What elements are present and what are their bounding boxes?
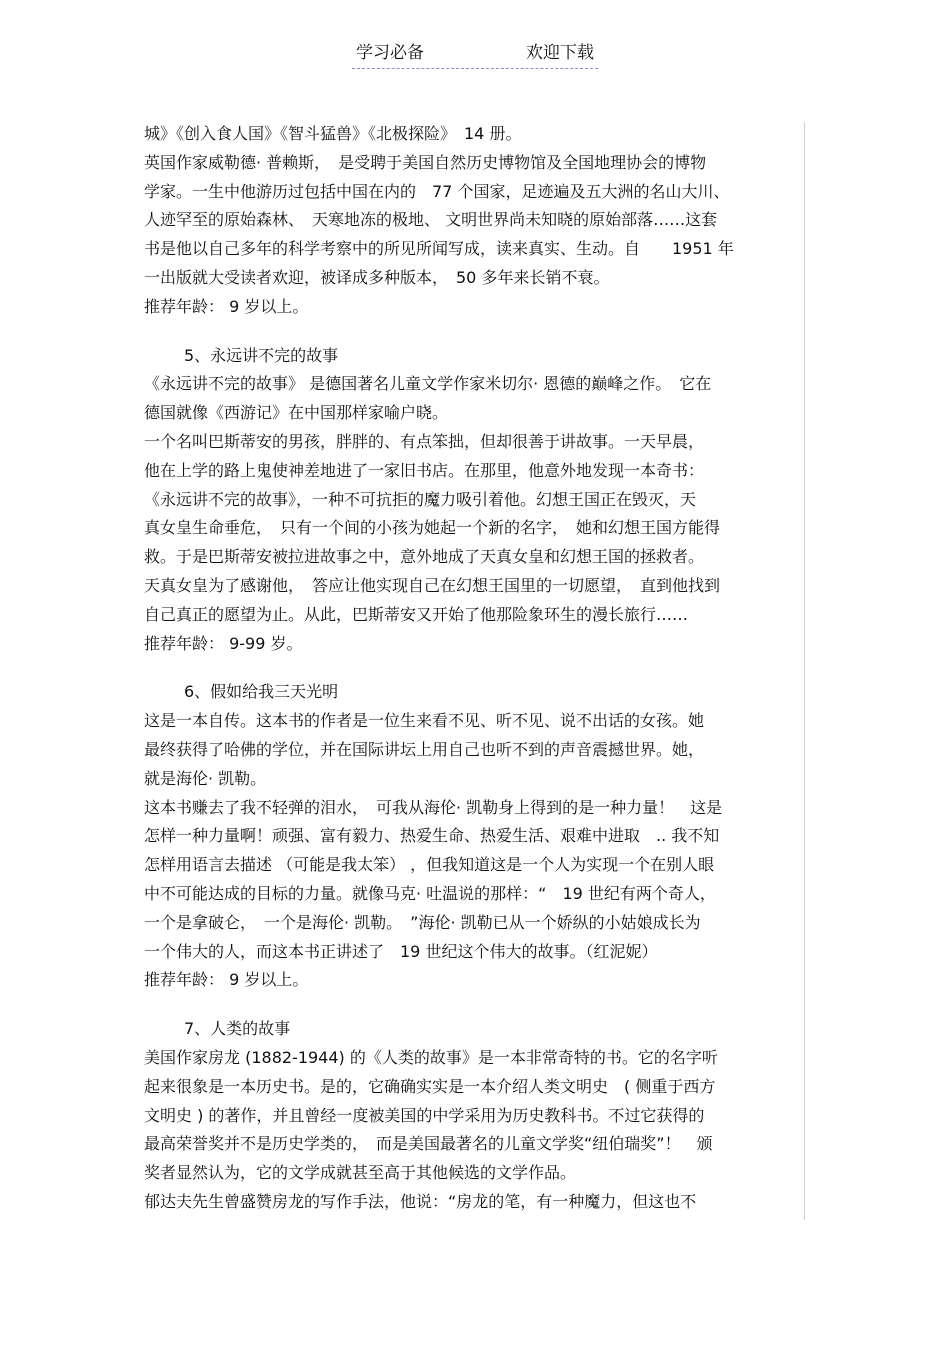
text-line: 《永远讲不完的故事》，一种不可抗拒的魔力吸引着他。幻想王国正在毁灭，天 (144, 489, 697, 509)
intro-section (144, 120, 806, 322)
text-line: 英国作家威勒德· 普赖斯， 是受聘于美国自然历史博物馆及全国地理协会的博物 (144, 152, 707, 172)
text-line: 最高荣誉奖并不是历史学类的， 而是美国最著名的儿童文学奖“纽伯瑞奖”！ 颁 (144, 1134, 713, 1154)
text-line: 天真女皇为了感谢他， 答应让他实现自己在幻想王国里的一切愿望， 直到他找到 (144, 575, 721, 595)
recommended-age: 推荐年龄： 9-99 岁。 (144, 633, 303, 653)
text-line: 人迹罕至的原始森林、 天寒地冻的极地、 文明世界尚未知晓的原始部落……这套 (144, 210, 718, 230)
header-right-text: 欢迎下载 (526, 43, 594, 63)
text-line: 这本书赚去了我不轻弹的泪水， 可我从海伦· 凯勒身上得到的是一种力量！ 这是 (144, 797, 723, 817)
text-line: 学家。一生中他游历过包括中国在内的 77 个国家，足迹遍及五大洲的名山大川、 (144, 181, 730, 201)
document-body (144, 120, 806, 1217)
text-line: 自己真正的愿望为止。从此，巴斯蒂安又开始了他那险象环生的漫长旅行…… (144, 604, 689, 624)
book-section-5 (144, 342, 806, 659)
text-line: 这是一本自传。这本书的作者是一位生来看不见、听不见、说不出话的女孩。她 (144, 711, 705, 731)
text-line: 一个伟大的人，而这本书正讲述了 19 世纪这个伟大的故事。（红泥妮） (144, 941, 658, 961)
text-line: 中不可能达成的目标的力量。就像马克· 吐温说的那样：“ 19 世纪有两个奇人， (144, 883, 716, 903)
text-line: 起来很象是一本历史书。是的，它确确实实是一本介绍人类文明史 ( 侧重于西方 (144, 1076, 716, 1096)
text-line: 德国就像《西游记》在中国那样家喻户晓。 (144, 403, 449, 423)
header-left-text: 学习必备 (356, 43, 424, 63)
recommended-age: 推荐年龄： 9 岁以上。 (144, 296, 309, 316)
text-line: 就是海伦· 凯勒。 (144, 768, 267, 788)
text-line: 《永远讲不完的故事》 是德国著名儿童文学作家米切尔· 恩德的巅峰之作。 它在 (144, 374, 712, 394)
text-line: 一出版就大受读者欢迎，被译成多种版本， 50 多年来长销不衰。 (144, 267, 610, 287)
text-line: 最终获得了哈佛的学位，并在国际讲坛上用自己也听不到的声音震撼世界。她， (144, 739, 705, 759)
text-line: 郁达夫先生曾盛赞房龙的写作手法，他说：“房龙的笔，有一种魔力，但这也不 (144, 1191, 697, 1211)
recommended-age: 推荐年龄： 9 岁以上。 (144, 970, 309, 990)
book-section-6 (144, 678, 806, 995)
section-heading: 7、人类的故事 (184, 1019, 291, 1039)
text-line: 书是他以自己多年的科学考察中的所见所闻写成，读来真实、生动。自 1951 年 (144, 239, 734, 259)
page-header (352, 42, 598, 69)
section-heading: 5、永远讲不完的故事 (184, 345, 339, 365)
text-line: 奖者显然认为，它的文学成就甚至高于其他候选的文学作品。 (144, 1163, 577, 1183)
section-heading: 6、假如给我三天光明 (184, 682, 339, 702)
text-line: 一个名叫巴斯蒂安的男孩，胖胖的、有点笨拙，但却很善于讲故事。一天早晨， (144, 431, 705, 451)
text-line: 美国作家房龙 (1882-1944) 的《人类的故事》是一本非常奇特的书。它的名字听 (144, 1047, 718, 1067)
text-line: 怎样一种力量啊！顽强、富有毅力、热爱生命、热爱生活、艰难中进取 .. 我不知 (144, 826, 720, 846)
text-line: 一个是拿破仑， 一个是海伦· 凯勒。 ”海伦· 凯勒已从一个娇纵的小姑娘成长为 (144, 912, 701, 932)
text-line: 城》《创入食人国》《智斗猛兽》《北极探险》 14 册。 (144, 124, 522, 143)
text-line: 救。于是巴斯蒂安被拉进故事之中，意外地成了天真女皇和幻想王国的拯救者。 (144, 547, 705, 567)
text-line: 怎样用语言去描述 （可能是我太笨） ，但我知道这是一个人为实现一个在别人眼 (144, 855, 715, 875)
book-section-7 (144, 1015, 806, 1217)
text-line: 他在上学的路上鬼使神差地进了一家旧书店。在那里，他意外地发现一本奇书： (144, 460, 705, 480)
text-line: 真女皇生命垂危， 只有一个间的小孩为她起一个新的名字， 她和幻想王国方能得 (144, 518, 721, 538)
text-line: 文明史 ) 的著作，并且曾经一度被美国的中学采用为历史教科书。不过它获得的 (144, 1105, 705, 1125)
